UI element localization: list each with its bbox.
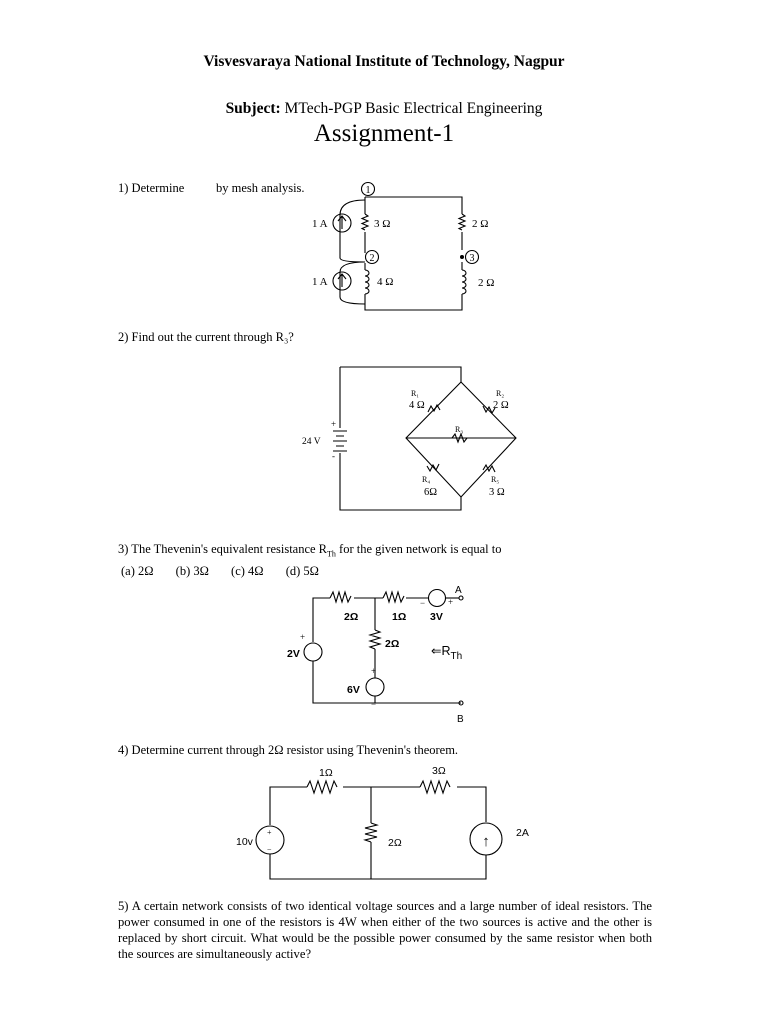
- q3-rth-arrow-sub: Th: [450, 651, 463, 662]
- q1-r-bottom-label: 4 Ω: [377, 276, 394, 288]
- q2-battery-label: 24 V: [302, 437, 321, 447]
- q2-plus: +: [331, 419, 337, 429]
- q3-text-sub: Th: [327, 549, 336, 559]
- q3-rth-arrow-main: ⇐R: [431, 644, 451, 658]
- q4-circuit: [236, 765, 529, 879]
- q1-src-bottom-label: 1 A: [312, 276, 328, 288]
- q1-suffix: by mesh analysis.: [216, 181, 305, 195]
- q3-r-b-label: 1Ω: [392, 611, 407, 623]
- subject-value: MTech-PGP Basic Electrical Engineering: [284, 100, 543, 117]
- q3-option-c: (c) 4Ω: [231, 564, 264, 578]
- q2-r1-value: 4 Ω: [409, 400, 425, 411]
- q3-6v-label: 6V: [347, 684, 360, 696]
- subject-label: Subject:: [225, 100, 281, 117]
- q3-2v-label: 2V: [287, 648, 300, 660]
- q1-node-2: 2: [369, 253, 375, 264]
- q1-r-top-label: 3 Ω: [374, 218, 391, 230]
- q4-10v-plus: +: [267, 828, 272, 837]
- q5-text: 5) A certain network consists of two identical voltage sources and a large number of ideal resistors. The power consumed in one of the resistors is 4W when either of the two sources is active and the other is replaced by short circuit. What would be the possible power consumed by the same resistor when both the sources are simultaneously active?: [118, 899, 652, 961]
- q1-node-3: 3: [469, 253, 475, 264]
- q1-circuit: [312, 183, 494, 311]
- q2-r2-name: R₂: [496, 389, 505, 398]
- q3-circuit: [287, 585, 464, 725]
- q1-r-right-top-label: 2 Ω: [472, 218, 489, 230]
- q4-text: 4) Determine current through 2Ω resistor using Thevenin's theorem.: [118, 743, 459, 757]
- q4-r-mid-label: 2Ω: [388, 837, 402, 849]
- q4-10v-minus: −: [267, 845, 272, 854]
- q2-r2-value: 2 Ω: [493, 400, 509, 411]
- q2-circuit: [302, 367, 516, 510]
- q2-r4-name: R₄: [422, 475, 431, 484]
- q3-r-a-label: 2Ω: [344, 611, 359, 623]
- q3-3v-plus: +: [448, 597, 454, 607]
- q3-2v-plus: +: [300, 632, 306, 642]
- q2-text: 2) Find out the current through R₃?: [118, 330, 294, 344]
- q3-rth-arrow: [431, 644, 462, 662]
- q3-option-a: (a) 2Ω: [121, 564, 154, 578]
- q2-r5-value: 3 Ω: [489, 487, 505, 498]
- q3-option-d: (d) 5Ω: [285, 564, 319, 578]
- q3-3v-label: 3V: [430, 611, 443, 623]
- q1-r-right-bottom-label: 2 Ω: [478, 277, 495, 289]
- q1-prefix: 1) Determine: [118, 181, 185, 195]
- institute-name: Visvesvaraya National Institute of Technology, Nagpur: [203, 53, 565, 70]
- q4-10v-label: 10v: [236, 836, 253, 848]
- q2-r1-name: R₁: [411, 389, 420, 398]
- q3-term-b: B: [457, 714, 464, 725]
- q3-6v-plus: +: [371, 666, 377, 676]
- q3-text-end: for the given network is equal to: [335, 542, 502, 556]
- q3-term-a: A: [455, 585, 462, 596]
- q4-r-right-label: 3Ω: [432, 765, 446, 777]
- q1-src-top-label: 1 A: [312, 218, 328, 230]
- q3-6v-minus: −: [371, 699, 377, 709]
- q3-3v-minus: −: [420, 598, 426, 608]
- q3-r-mid-label: 2Ω: [385, 638, 400, 650]
- q4-arrow-icon: ↑: [482, 833, 490, 850]
- q1-node-1: 1: [365, 185, 371, 196]
- q4-r-left-label: 1Ω: [319, 767, 333, 779]
- q2-r4-value: 6Ω: [424, 487, 438, 498]
- q3-text-main: 3) The Thevenin's equivalent resistance R: [118, 542, 328, 556]
- q2-r5-name: R₅: [491, 475, 500, 484]
- q2-r3-name: R₃: [455, 425, 464, 434]
- assignment-title: Assignment-1: [313, 120, 455, 147]
- q3-option-b: (b) 3Ω: [175, 564, 209, 578]
- q2-minus: -: [332, 451, 335, 461]
- q4-2a-label: 2A: [516, 827, 529, 839]
